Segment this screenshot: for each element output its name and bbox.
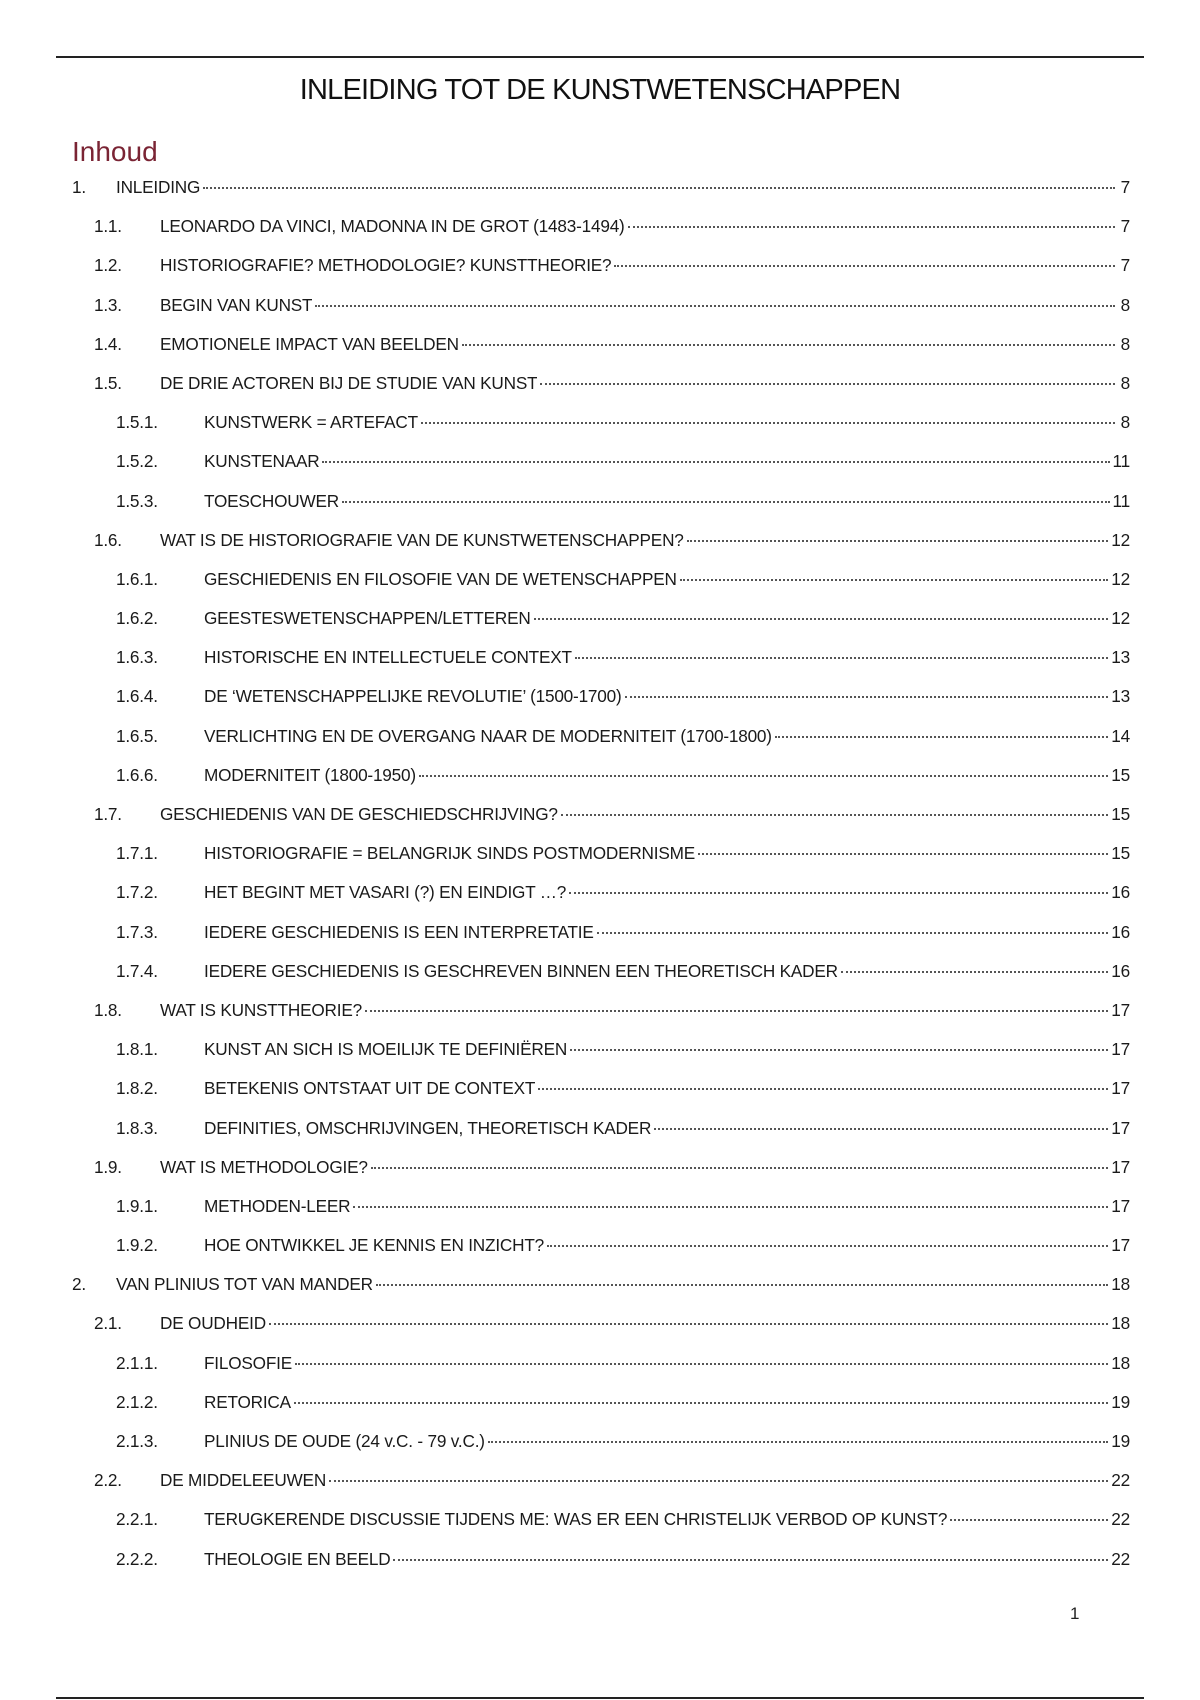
page-number: 1	[1070, 1604, 1080, 1623]
toc-entry-title: RETORICA	[204, 1391, 291, 1412]
toc-entry-page: 17	[1111, 1235, 1130, 1256]
toc-entry-page: 12	[1111, 568, 1130, 589]
toc-entry-page: 8	[1120, 372, 1130, 393]
toc-entry[interactable]	[72, 764, 1130, 803]
toc-dot-leader	[419, 775, 1108, 777]
toc-dot-leader	[569, 892, 1108, 894]
toc-entry-number: 1.8.1.	[116, 1039, 158, 1060]
toc-entry[interactable]	[72, 607, 1130, 646]
toc-entry[interactable]	[72, 1156, 1130, 1195]
toc-dot-leader	[561, 814, 1109, 816]
toc-entry-title: WAT IS DE HISTORIOGRAFIE VAN DE KUNSTWETENSCHAPPEN?	[160, 529, 684, 550]
toc-entry-page: 22	[1111, 1509, 1130, 1530]
toc-entry-title: HISTORISCHE EN INTELLECTUELE CONTEXT	[204, 647, 572, 668]
toc-entry[interactable]	[72, 1352, 1130, 1391]
toc-entry[interactable]	[72, 450, 1130, 489]
toc-dot-leader	[315, 305, 1115, 307]
toc-entry-page: 11	[1112, 451, 1130, 472]
toc-dot-leader	[393, 1559, 1108, 1561]
toc-entry[interactable]	[72, 294, 1130, 333]
toc-entry[interactable]	[72, 411, 1130, 450]
toc-entry-page: 13	[1111, 647, 1130, 668]
toc-entry-page: 18	[1111, 1313, 1130, 1334]
toc-dot-leader	[421, 422, 1115, 424]
toc-dot-leader	[371, 1167, 1109, 1169]
toc-entry-title: BETEKENIS ONTSTAAT UIT DE CONTEXT	[204, 1078, 536, 1099]
toc-entry-number: 1.6.1.	[116, 568, 158, 589]
toc-entry-page: 13	[1111, 686, 1130, 707]
toc-entry-title: TERUGKERENDE DISCUSSIE TIJDENS ME: WAS ER EEN CHRISTELIJK VERBOD OP KUNST?	[204, 1509, 948, 1530]
toc-entry-number: 1.7.	[94, 804, 122, 824]
toc-entry-page: 15	[1111, 843, 1130, 864]
toc-heading: Inhoud	[72, 136, 158, 167]
toc-entry-number: 2.1.2.	[116, 1391, 158, 1412]
toc-entry-title: DE ‘WETENSCHAPPELIJKE REVOLUTIE’ (1500-1700)	[204, 686, 622, 707]
toc-entry[interactable]	[72, 1508, 1130, 1547]
toc-dot-leader	[294, 1402, 1108, 1404]
toc-entry-title: KUNSTWERK = ARTEFACT	[204, 412, 418, 433]
toc-entry-page: 7	[1120, 216, 1130, 237]
toc-entry-page: 15	[1111, 804, 1130, 824]
toc-dot-leader	[538, 1088, 1108, 1090]
toc-entry-page: 7	[1120, 177, 1130, 197]
toc-dot-leader	[342, 501, 1110, 503]
toc-dot-leader	[628, 226, 1115, 228]
toc-entry-title: LEONARDO DA VINCI, MADONNA IN DE GROT (1483-1494)	[160, 216, 625, 237]
toc-entry-number: 1.6.6.	[116, 764, 158, 785]
toc-entry-page: 17	[1111, 1195, 1130, 1216]
toc-entry[interactable]	[72, 1234, 1130, 1273]
toc-entry[interactable]	[72, 529, 1130, 568]
toc-entry-number: 2.2.1.	[116, 1509, 158, 1530]
toc-entry[interactable]	[72, 960, 1130, 999]
toc-entry-title: EMOTIONELE IMPACT VAN BEELDEN	[160, 333, 459, 354]
toc-entry-title: HISTORIOGRAFIE? METHODOLOGIE? KUNSTTHEORIE?	[160, 255, 612, 276]
toc-entry-page: 8	[1120, 294, 1130, 315]
toc-entry[interactable]	[72, 372, 1130, 411]
toc-dot-leader	[365, 1010, 1108, 1012]
header-rule	[56, 56, 1144, 58]
toc-entry-number: 2.2.2.	[116, 1548, 158, 1569]
toc-entry-page: 19	[1111, 1391, 1130, 1412]
toc-entry[interactable]	[72, 1430, 1130, 1469]
toc-entry-number: 1.5.3.	[116, 490, 158, 511]
toc-entry[interactable]	[72, 1117, 1130, 1156]
toc-dot-leader	[625, 696, 1109, 698]
toc-dot-leader	[775, 736, 1108, 738]
toc-entry-title: FILOSOFIE	[204, 1352, 292, 1373]
toc-entry-page: 18	[1111, 1352, 1130, 1373]
toc-dot-leader	[680, 579, 1109, 581]
toc-entry-title: METHODEN-LEER	[204, 1195, 351, 1216]
toc-entry-number: 1.	[72, 177, 86, 197]
toc-entry-page: 17	[1111, 1039, 1130, 1060]
toc-entry-number: 1.7.4.	[116, 960, 158, 981]
toc-dot-leader	[570, 1049, 1108, 1051]
toc-entry-title: THEOLOGIE EN BEELD	[204, 1548, 391, 1569]
toc-entry[interactable]	[72, 215, 1130, 254]
toc-entry-title: KUNST AN SICH IS MOEILIJK TE DEFINIËREN	[204, 1039, 568, 1060]
toc-entry-page: 12	[1111, 529, 1130, 550]
toc-entry[interactable]	[72, 1312, 1130, 1351]
toc-entry-number: 1.8.3.	[116, 1117, 158, 1138]
toc-entry-number: 1.6.2.	[116, 608, 158, 629]
toc-entry-number: 1.2.	[94, 255, 122, 276]
toc-entry-title: GEESTESWETENSCHAPPEN/LETTEREN	[204, 608, 531, 629]
toc-entry-title: PLINIUS DE OUDE (24 v.C. - 79 v.C.)	[204, 1431, 485, 1451]
toc-entry-number: 2.1.1.	[116, 1352, 158, 1373]
toc-entry-page: 17	[1111, 1078, 1130, 1099]
toc-dot-leader	[329, 1480, 1108, 1482]
toc-entry-number: 1.9.1.	[116, 1195, 158, 1216]
toc-dot-leader	[614, 265, 1115, 267]
toc-entry[interactable]	[72, 1077, 1130, 1116]
toc-dot-leader	[841, 971, 1108, 973]
toc-dot-leader	[269, 1323, 1108, 1325]
toc-entry-number: 1.9.	[94, 1156, 122, 1177]
toc-entry-number: 1.7.2.	[116, 882, 158, 903]
toc-entry[interactable]	[72, 646, 1130, 685]
toc-entry-page: 16	[1111, 960, 1130, 981]
toc-entry-page: 17	[1111, 999, 1130, 1020]
toc-entry[interactable]	[72, 1038, 1130, 1077]
toc-entry-title: HOE ONTWIKKEL JE KENNIS EN INZICHT?	[204, 1235, 544, 1256]
toc-dot-leader	[534, 618, 1109, 620]
toc-entry-number: 2.	[72, 1274, 86, 1295]
toc-dot-leader	[540, 383, 1115, 385]
toc-entry-title: GESCHIEDENIS VAN DE GESCHIEDSCHRIJVING?	[160, 804, 558, 824]
toc-entry-title: VERLICHTING EN DE OVERGANG NAAR DE MODERNITEIT (1700-1800)	[204, 725, 772, 746]
toc-entry-title: DE MIDDELEEUWEN	[160, 1470, 327, 1491]
toc-entry-number: 1.8.	[94, 999, 122, 1020]
toc-entry-page: 16	[1111, 882, 1130, 903]
toc-dot-leader	[950, 1519, 1108, 1521]
toc-entry-title: INLEIDING	[116, 177, 201, 197]
toc-entry-title: DEFINITIES, OMSCHRIJVINGEN, THEORETISCH KADER	[204, 1117, 652, 1138]
toc-entry-number: 1.6.3.	[116, 647, 158, 668]
toc-dot-leader	[597, 932, 1109, 934]
toc-entry[interactable]	[72, 1548, 1130, 1587]
toc-dot-leader	[575, 657, 1108, 659]
toc-dot-leader	[462, 344, 1115, 346]
toc-entry-page: 22	[1111, 1548, 1130, 1569]
toc-entry[interactable]	[72, 1469, 1130, 1508]
toc-dot-leader	[488, 1441, 1108, 1443]
toc-entry-page: 8	[1120, 412, 1130, 433]
toc-entry-number: 2.2.	[94, 1470, 122, 1491]
toc-entry-title: KUNSTENAAR	[204, 451, 320, 472]
toc-entry-title: VAN PLINIUS TOT VAN MANDER	[116, 1274, 373, 1295]
toc-entry[interactable]	[72, 881, 1130, 920]
toc-entry-number: 1.7.3.	[116, 921, 158, 942]
toc-entry-number: 1.6.5.	[116, 725, 158, 746]
toc-entry-title: MODERNITEIT (1800-1950)	[204, 764, 416, 785]
toc-entry-title: IEDERE GESCHIEDENIS IS EEN INTERPRETATIE	[204, 921, 594, 942]
table-of-contents	[72, 176, 1130, 1587]
toc-entry-number: 1.9.2.	[116, 1235, 158, 1256]
toc-entry[interactable]	[72, 490, 1130, 529]
toc-entry-page: 7	[1120, 255, 1130, 276]
toc-entry-title: GESCHIEDENIS EN FILOSOFIE VAN DE WETENSCHAPPEN	[204, 568, 677, 589]
footer-rule	[56, 1697, 1144, 1699]
toc-dot-leader	[203, 187, 1115, 189]
toc-entry-number: 1.5.2.	[116, 451, 158, 472]
toc-dot-leader	[295, 1363, 1108, 1365]
toc-entry-title: WAT IS KUNSTTHEORIE?	[160, 999, 362, 1020]
toc-entry-title: IEDERE GESCHIEDENIS IS GESCHREVEN BINNEN EEN THEORETISCH KADER	[204, 960, 838, 981]
toc-dot-leader	[687, 540, 1109, 542]
toc-entry-page: 16	[1111, 921, 1130, 942]
toc-entry-page: 11	[1112, 490, 1130, 511]
toc-entry-title: DE DRIE ACTOREN BIJ DE STUDIE VAN KUNST	[160, 372, 538, 393]
toc-dot-leader	[353, 1206, 1108, 1208]
toc-dot-leader	[654, 1128, 1108, 1130]
toc-entry-title: HET BEGINT MET VASARI (?) EN EINDIGT …?	[204, 882, 567, 903]
toc-entry[interactable]	[72, 254, 1130, 293]
toc-entry[interactable]	[72, 1195, 1130, 1234]
toc-entry-number: 1.3.	[94, 294, 122, 315]
toc-entry-page: 18	[1111, 1274, 1130, 1295]
toc-entry-page: 19	[1111, 1431, 1130, 1451]
toc-entry-title: HISTORIOGRAFIE = BELANGRIJK SINDS POSTMODERNISME	[204, 843, 695, 864]
toc-entry[interactable]	[72, 725, 1130, 764]
toc-entry-page: 17	[1111, 1117, 1130, 1138]
toc-entry-number: 1.1.	[94, 216, 122, 237]
toc-entry[interactable]	[72, 685, 1130, 724]
toc-entry[interactable]	[72, 176, 1130, 215]
toc-entry[interactable]	[72, 999, 1130, 1038]
toc-entry[interactable]	[72, 568, 1130, 607]
toc-entry-page: 8	[1120, 333, 1130, 354]
toc-entry-number: 1.6.4.	[116, 686, 158, 707]
toc-entry-number: 1.6.	[94, 529, 122, 550]
toc-entry[interactable]	[72, 921, 1130, 960]
toc-entry-page: 12	[1111, 608, 1130, 629]
toc-entry[interactable]	[72, 1273, 1130, 1312]
toc-entry[interactable]	[72, 1391, 1130, 1430]
toc-entry[interactable]	[72, 842, 1130, 881]
toc-entry-page: 17	[1111, 1156, 1130, 1177]
toc-entry-number: 1.4.	[94, 333, 122, 354]
toc-entry[interactable]	[72, 333, 1130, 372]
document-title: INLEIDING TOT DE KUNSTWETENSCHAPPEN	[299, 74, 901, 106]
toc-entry-number: 1.7.1.	[116, 843, 158, 864]
toc-entry-page: 22	[1111, 1470, 1130, 1491]
toc-entry-page: 15	[1111, 764, 1130, 785]
toc-dot-leader	[376, 1284, 1108, 1286]
toc-entry-number: 1.8.2.	[116, 1078, 158, 1099]
toc-entry-title: BEGIN VAN KUNST	[160, 294, 313, 315]
toc-entry-title: TOESCHOUWER	[204, 490, 339, 511]
toc-entry-page: 14	[1111, 725, 1130, 746]
toc-dot-leader	[698, 853, 1108, 855]
toc-entry-title: DE OUDHEID	[160, 1313, 266, 1334]
toc-entry[interactable]	[72, 803, 1130, 842]
toc-entry-title: WAT IS METHODOLOGIE?	[160, 1156, 368, 1177]
toc-entry-number: 1.5.	[94, 372, 122, 393]
toc-dot-leader	[322, 461, 1109, 463]
toc-entry-number: 2.1.	[94, 1313, 122, 1334]
toc-entry-number: 2.1.3.	[116, 1431, 158, 1451]
toc-dot-leader	[547, 1245, 1108, 1247]
toc-entry-number: 1.5.1.	[116, 412, 158, 433]
